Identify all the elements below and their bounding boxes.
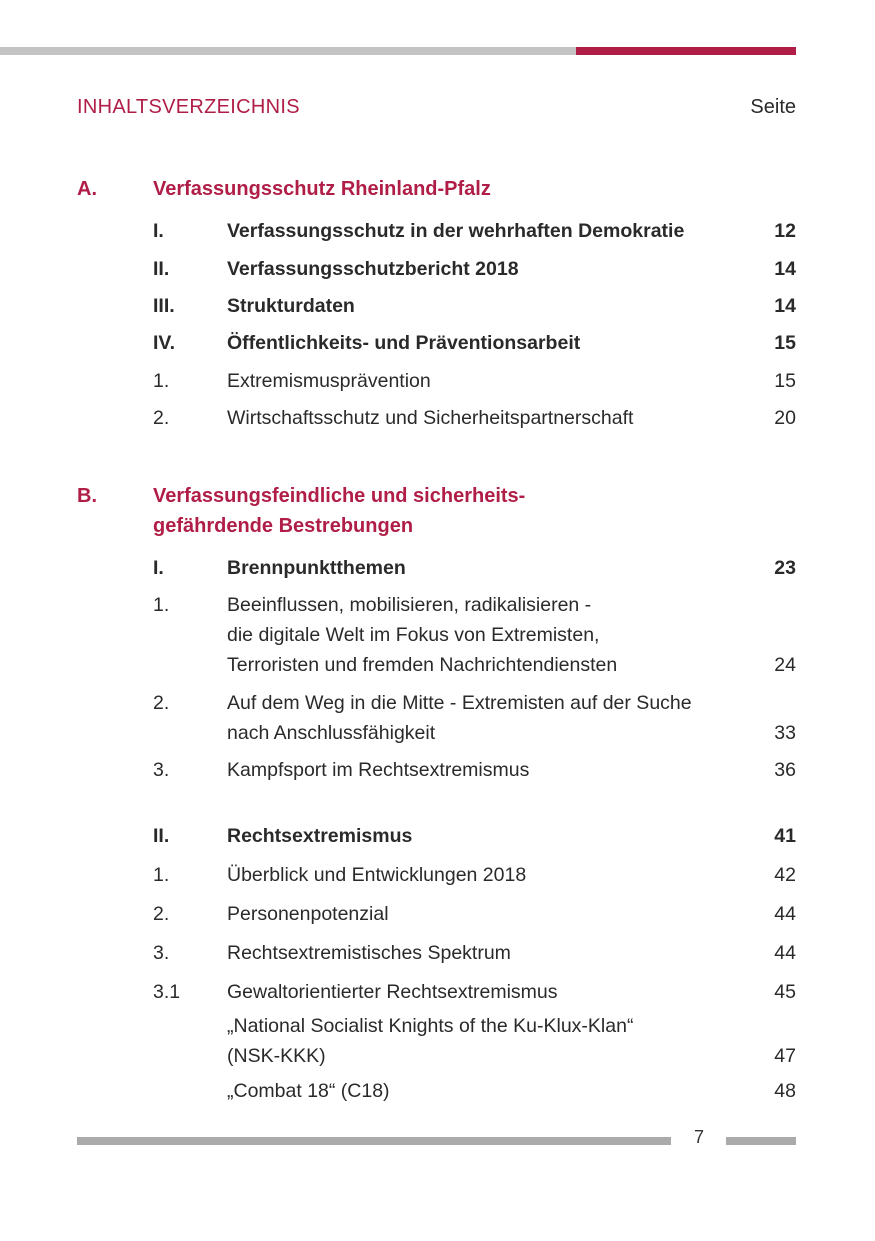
entry-page: 41: [774, 825, 796, 847]
entry-text: „Combat 18“ (C18): [227, 1080, 390, 1102]
entry-text-line-3: Terroristen und fremden Nachrichtendiensten: [227, 654, 618, 676]
entry-page: 45: [774, 981, 796, 1003]
entry-page: 14: [774, 258, 796, 280]
entry-number: 2.: [153, 692, 170, 714]
entry-text-line-1: Auf dem Weg in die Mitte - Extremisten auf der Suche: [227, 692, 692, 714]
entry-page: 12: [774, 220, 796, 242]
entry-page: 44: [774, 942, 796, 964]
entry-page: 33: [774, 722, 796, 744]
top-decor-bar-grey: [0, 47, 576, 55]
entry-number: 2.: [153, 407, 170, 429]
page-number: 7: [693, 1127, 704, 1147]
entry-text: Öffentlichkeits- und Präventionsarbeit: [227, 332, 581, 354]
entry-text: Strukturdaten: [227, 295, 355, 317]
entry-page: 24: [774, 654, 796, 676]
entry-page: 20: [774, 407, 796, 429]
entry-text: Personenpotenzial: [227, 903, 389, 925]
entry-number: 3.: [153, 759, 170, 781]
entry-text-line-1: Beeinflussen, mobilisieren, radikalisieren -: [227, 594, 592, 616]
page-column-label: Seite: [750, 96, 796, 118]
section-title-line-2: gefährdende Bestrebungen: [153, 515, 414, 537]
entry-page: 15: [774, 332, 796, 354]
section-letter: A.: [77, 178, 97, 200]
entry-number: II.: [153, 825, 170, 847]
bottom-decor-bar-right: [726, 1137, 796, 1145]
bottom-decor-bar-left: [77, 1137, 671, 1145]
entry-page: 23: [774, 557, 796, 579]
entry-text: Brennpunktthemen: [227, 557, 406, 579]
entry-page: 47: [774, 1045, 796, 1067]
entry-text: Überblick und Entwicklungen 2018: [227, 864, 527, 886]
entry-page: 42: [774, 864, 796, 886]
entry-text-line-1: „National Socialist Knights of the Ku-Klux-Klan“: [227, 1015, 634, 1037]
top-decor-bar-red: [576, 47, 796, 55]
entry-number: 2.: [153, 903, 170, 925]
entry-text-line-2: nach Anschlussfähigkeit: [227, 722, 436, 744]
entry-number: 1.: [153, 864, 170, 886]
entry-number: I.: [153, 557, 164, 579]
entry-page: 14: [774, 295, 796, 317]
toc-title: INHALTSVERZEICHNIS: [77, 96, 300, 118]
entry-page: 48: [774, 1080, 796, 1102]
entry-number: 3.: [153, 942, 170, 964]
entry-number: II.: [153, 258, 170, 280]
section-letter: B.: [77, 485, 97, 507]
entry-page: 36: [774, 759, 796, 781]
entry-number: 3.1: [153, 981, 181, 1003]
section-title-line-1: Verfassungsfeindliche und sicherheits-: [153, 485, 526, 507]
entry-number: 1.: [153, 594, 170, 616]
entry-text: Rechtsextremistisches Spektrum: [227, 942, 511, 964]
entry-text: Verfassungsschutzbericht 2018: [227, 258, 519, 280]
entry-number: I.: [153, 220, 164, 242]
entry-text: Rechtsextremismus: [227, 825, 413, 847]
entry-text: Gewaltorientierter Rechtsextremismus: [227, 981, 558, 1003]
entry-text: Kampfsport im Rechtsextremismus: [227, 759, 530, 781]
entry-number: IV.: [153, 332, 176, 354]
entry-number: III.: [153, 295, 175, 317]
entry-page: 44: [774, 903, 796, 925]
section-title: Verfassungsschutz Rheinland-Pfalz: [153, 178, 491, 200]
entry-number: 1.: [153, 370, 170, 392]
entry-page: 15: [774, 370, 796, 392]
entry-text-line-2: (NSK-KKK): [227, 1045, 326, 1067]
entry-text: Verfassungsschutz in der wehrhaften Demokratie: [227, 220, 685, 242]
entry-text: Wirtschaftsschutz und Sicherheitspartnerschaft: [227, 407, 634, 429]
entry-text-line-2: die digitale Welt im Fokus von Extremisten,: [227, 624, 600, 646]
entry-text: Extremismusprävention: [227, 370, 431, 392]
